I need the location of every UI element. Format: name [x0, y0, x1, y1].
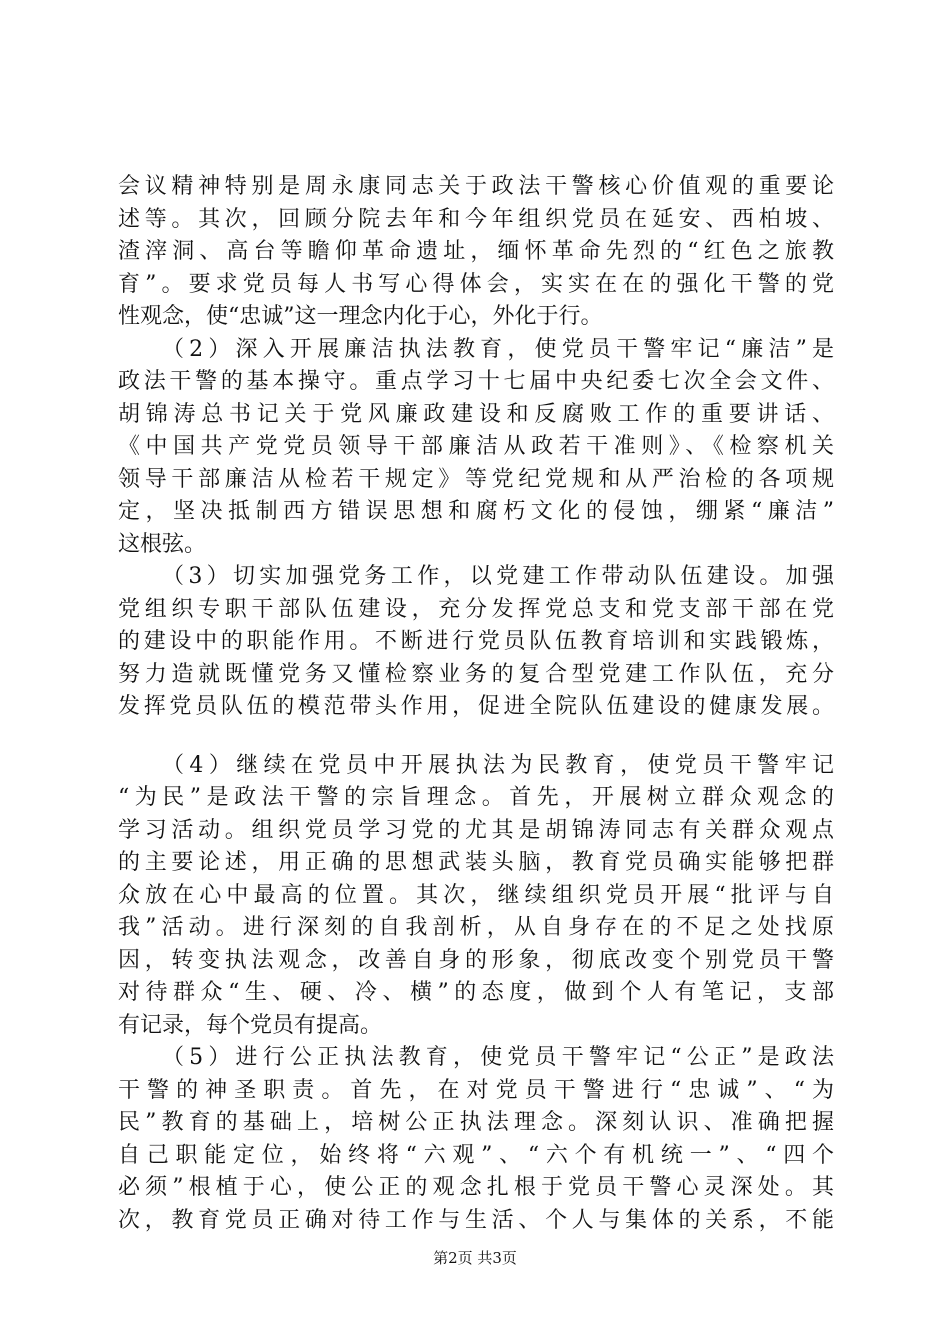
text-line: 党组织专职干部队伍建设，充分发挥党总支和党支部干部在党	[118, 596, 834, 622]
text-line: 这根弦。	[118, 531, 207, 557]
text-line: 努力造就既懂党务又懂检察业务的复合型党建工作队伍，充分	[118, 661, 834, 687]
paragraph-5-start: （5）进行公正执法教育，使党员干警牢记“公正”是政法	[162, 1045, 834, 1070]
text-line: “为民”是政法干警的宗旨理念。首先，开展树立群众观念的	[118, 785, 834, 810]
text-line: 干警的神圣职责。首先，在对党员干警进行“忠诚”、“为	[118, 1077, 834, 1103]
text-line: 发挥党员队伍的模范带头作用，促进全院队伍建设的健康发展。	[118, 694, 834, 719]
text-line: 自己职能定位，始终将“六观”、“六个有机统一”、“四个	[118, 1142, 834, 1168]
text-line: 育”。要求党员每人书写心得体会，实实在在的强化干警的党	[118, 271, 834, 297]
page-footer: 第2页 共3页	[433, 1249, 517, 1267]
text-line: 性观念，使“忠诚”这一理念内化于心，外化于行。	[118, 304, 603, 329]
text-line: 有记录，每个党员有提高。	[118, 1012, 383, 1038]
text-line: 的建设中的职能作用。不断进行党员队伍教育培训和实践锻炼，	[118, 629, 834, 654]
paragraph-gap	[118, 724, 834, 750]
text-line: 定，坚决抵制西方错误思想和腐朽文化的侵蚀，绷紧“廉洁”	[118, 499, 834, 524]
text-line: 政法干警的基本操守。重点学习十七届中央纪委七次全会文件、	[118, 369, 834, 394]
text-line: 《中国共产党党员领导干部廉洁从政若干准则》、《检察机关	[118, 434, 834, 459]
text-line: 对待群众“生、硬、冷、横”的态度，做到个人有笔记，支部	[118, 980, 834, 1005]
text-line: 会议精神特别是周永康同志关于政法干警核心价值观的重要论	[118, 174, 834, 199]
text-line: 学习活动。组织党员学习党的尤其是胡锦涛同志有关群众观点	[118, 817, 834, 843]
text-line: 我”活动。进行深刻的自我剖析，从自身存在的不足之处找原	[118, 915, 834, 940]
paragraph-3-start: （3）切实加强党务工作，以党建工作带动队伍建设。加强	[162, 564, 834, 589]
text-line: 次，教育党员正确对待工作与生活、个人与集体的关系，不能	[118, 1207, 834, 1233]
text-line: 必须”根植于心，使公正的观念扎根于党员干警心灵深处。其	[118, 1175, 834, 1200]
text-line: 的主要论述，用正确的思想武装头脑，教育党员确实能够把群	[118, 850, 834, 875]
text-line: 渣滓洞、高台等瞻仰革命遗址，缅怀革命先烈的“红色之旅教	[118, 239, 834, 264]
paragraph-4-start: （4）继续在党员中开展执法为民教育，使党员干警牢记	[162, 752, 834, 778]
paragraph-2-start: （2）深入开展廉洁执法教育，使党员干警牢记“廉洁”是	[162, 336, 834, 362]
text-line: 胡锦涛总书记关于党风廉政建设和反腐败工作的重要讲话、	[118, 401, 834, 427]
text-line: 因，转变执法观念，改善自身的形象，彻底改变个别党员干警	[118, 947, 834, 973]
body-text	[118, 171, 834, 1237]
text-line: 民”教育的基础上，培树公正执法理念。深刻认识、准确把握	[118, 1110, 834, 1135]
text-line: 众放在心中最高的位置。其次，继续组织党员开展“批评与自	[118, 882, 834, 908]
text-line: 领导干部廉洁从检若干规定》等党纪党规和从严治检的各项规	[118, 466, 834, 492]
text-line: 述等。其次，回顾分院去年和今年组织党员在延安、西柏坡、	[118, 206, 834, 232]
